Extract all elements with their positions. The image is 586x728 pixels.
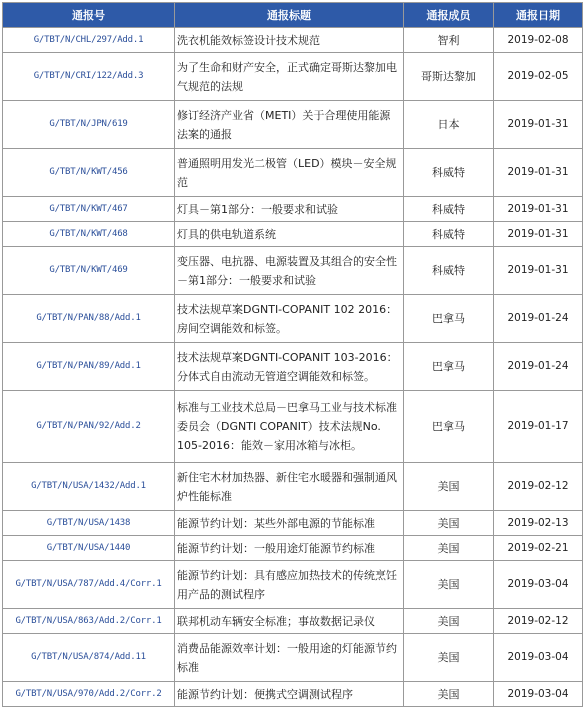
notification-date: 2019-01-17: [494, 391, 583, 463]
notification-date: 2019-01-31: [494, 247, 583, 295]
notification-number: G/TBT/N/PAN/89/Add.1: [3, 343, 175, 391]
notification-date: 2019-03-04: [494, 682, 583, 707]
notification-member: 科威特: [404, 222, 494, 247]
table-row: [3, 53, 583, 101]
notification-title: 为了生命和财产安全，正式确定哥斯达黎加电气规范的法规: [175, 53, 404, 101]
notification-date: 2019-01-31: [494, 222, 583, 247]
table-header-row: [3, 3, 583, 28]
notification-title: 能源节约计划：某些外部电源的节能标准: [175, 511, 404, 536]
notification-date: 2019-01-31: [494, 101, 583, 149]
notification-member: 美国: [404, 634, 494, 682]
notification-member: 日本: [404, 101, 494, 149]
notification-number: G/TBT/N/USA/970/Add.2/Corr.2: [3, 682, 175, 707]
notification-title: 标准与工业技术总局－巴拿马工业与技术标准委员会（DGNTI COPANIT）技术法规No. 105-2016：能效－家用冰箱与冰柜。: [175, 391, 404, 463]
notification-title: 技术法规草案DGNTI-COPANIT 103-2016：分体式自由流动无管道空调能效和标签。: [175, 343, 404, 391]
notification-date: 2019-02-21: [494, 536, 583, 561]
notification-title: 能源节约计划：一般用途灯能源节约标准: [175, 536, 404, 561]
header-number: 通报号: [3, 3, 175, 28]
notification-number: G/TBT/N/USA/1432/Add.1: [3, 463, 175, 511]
notification-title: 联邦机动车辆安全标准；事故数据记录仪: [175, 609, 404, 634]
header-title: 通报标题: [175, 3, 404, 28]
notification-date: 2019-01-31: [494, 197, 583, 222]
table-row: [3, 682, 583, 707]
notification-number: G/TBT/N/PAN/88/Add.1: [3, 295, 175, 343]
notification-title: 洗衣机能效标签设计技术规范: [175, 28, 404, 53]
notification-member: 美国: [404, 511, 494, 536]
header-member: 通报成员: [404, 3, 494, 28]
notification-title: 普通照明用发光二极管（LED）模块－安全规范: [175, 149, 404, 197]
notification-number: G/TBT/N/CRI/122/Add.3: [3, 53, 175, 101]
notification-member: 科威特: [404, 149, 494, 197]
notification-date: 2019-02-13: [494, 511, 583, 536]
notification-title: 能源节约计划：便携式空调测试程序: [175, 682, 404, 707]
table-row: [3, 28, 583, 53]
table-row: [3, 222, 583, 247]
notification-date: 2019-02-12: [494, 609, 583, 634]
notification-number: G/TBT/N/KWT/467: [3, 197, 175, 222]
notification-title: 新住宅木材加热器、新住宅水暖器和强制通风炉性能标准: [175, 463, 404, 511]
table-row: [3, 561, 583, 609]
notification-member: 科威特: [404, 197, 494, 222]
notification-number: G/TBT/N/KWT/468: [3, 222, 175, 247]
table-row: [3, 247, 583, 295]
notification-number: G/TBT/N/KWT/456: [3, 149, 175, 197]
notification-number: G/TBT/N/USA/1438: [3, 511, 175, 536]
table-row: [3, 634, 583, 682]
table-row: [3, 149, 583, 197]
notification-title: 能源节约计划：具有感应加热技术的传统烹饪用产品的测试程序: [175, 561, 404, 609]
notification-number: G/TBT/N/USA/787/Add.4/Corr.1: [3, 561, 175, 609]
notification-member: 美国: [404, 561, 494, 609]
notification-date: 2019-03-04: [494, 561, 583, 609]
notification-title: 灯具的供电轨道系统: [175, 222, 404, 247]
notification-number: G/TBT/N/USA/874/Add.11: [3, 634, 175, 682]
notification-date: 2019-03-04: [494, 634, 583, 682]
notification-number: G/TBT/N/KWT/469: [3, 247, 175, 295]
notification-title: 灯具－第1部分：一般要求和试验: [175, 197, 404, 222]
table-row: [3, 463, 583, 511]
notification-number: G/TBT/N/USA/1440: [3, 536, 175, 561]
notification-number: G/TBT/N/USA/863/Add.2/Corr.1: [3, 609, 175, 634]
notification-member: 巴拿马: [404, 343, 494, 391]
notification-title: 消费品能源效率计划：一般用途的灯能源节约标准: [175, 634, 404, 682]
table-row: [3, 511, 583, 536]
notification-member: 科威特: [404, 247, 494, 295]
notification-title: 修订经济产业省（METI）关于合理使用能源法案的通报: [175, 101, 404, 149]
notification-date: 2019-01-24: [494, 343, 583, 391]
notification-member: 巴拿马: [404, 295, 494, 343]
notification-member: 巴拿马: [404, 391, 494, 463]
notification-member: 智利: [404, 28, 494, 53]
table-row: [3, 295, 583, 343]
header-date: 通报日期: [494, 3, 583, 28]
notification-member: 美国: [404, 682, 494, 707]
notification-member: 美国: [404, 463, 494, 511]
notification-date: 2019-01-24: [494, 295, 583, 343]
notification-table: [2, 2, 583, 707]
notification-date: 2019-02-12: [494, 463, 583, 511]
notification-number: G/TBT/N/JPN/619: [3, 101, 175, 149]
notification-member: 美国: [404, 609, 494, 634]
notification-title: 技术法规草案DGNTI-COPANIT 102 2016：房间空调能效和标签。: [175, 295, 404, 343]
notification-member: 美国: [404, 536, 494, 561]
table-row: [3, 343, 583, 391]
table-row: [3, 391, 583, 463]
notification-number: G/TBT/N/PAN/92/Add.2: [3, 391, 175, 463]
table-row: [3, 101, 583, 149]
notification-member: 哥斯达黎加: [404, 53, 494, 101]
notification-date: 2019-01-31: [494, 149, 583, 197]
notification-number: G/TBT/N/CHL/297/Add.1: [3, 28, 175, 53]
notification-date: 2019-02-08: [494, 28, 583, 53]
table-row: [3, 609, 583, 634]
notification-title: 变压器、电抗器、电源装置及其组合的安全性－第1部分：一般要求和试验: [175, 247, 404, 295]
table-row: [3, 197, 583, 222]
notification-date: 2019-02-05: [494, 53, 583, 101]
table-row: [3, 536, 583, 561]
